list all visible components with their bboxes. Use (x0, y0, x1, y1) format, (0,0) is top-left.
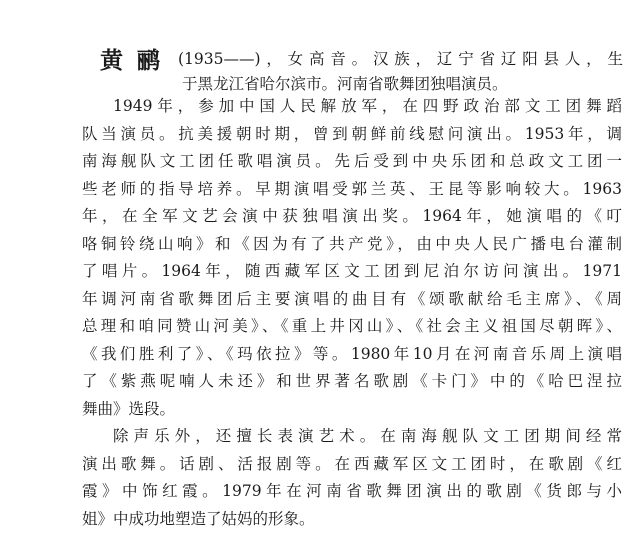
paragraph-line: 咯铜铃绕山响》和《因为有了共产党》，由中央人民广播电台灌制 (82, 234, 622, 253)
paragraph-line: 舞曲》选段。 (82, 399, 176, 418)
paragraph-line: 年调河南省歌舞团后主要演唱的曲目有《颂歌献给毛主席》、《周 (82, 289, 622, 308)
paragraph-line: 些老师的指导培养。早期演唱受郭兰英、王昆等影响较大。1963 (82, 179, 622, 198)
paragraph-line: 总理和咱同赞山河美》、《重上井冈山》、《社会主义祖国尽朝晖》、 (82, 317, 622, 335)
entry-intro-line-2: 于黑龙江省哈尔滨市。河南省歌舞团独唱演员。 (182, 75, 508, 93)
paragraph-line: 演出歌舞。话剧、活报剧等。在西藏军区文工团时，在歌剧《红 (82, 454, 622, 473)
entry-body (82, 93, 622, 533)
entry-header (100, 43, 623, 93)
paragraph-line: 南海舰队文工团任歌唱演员。先后受到中央乐团和总政文工团一 (82, 152, 622, 170)
paragraph-line: 队当演员。抗美援朝时期，曾到朝鲜前线慰问演出。1953年，调 (82, 124, 622, 143)
entry-intro-line-1: (1935——)，女高音。汉族，辽宁省辽阳县人，生 (178, 50, 623, 68)
paragraph-line: 年，在全军文艺会演中获独唱演出奖。1964年，她演唱的《叮 (82, 207, 622, 225)
paragraph-line: 除声乐外，还擅长表演艺术。在南海舰队文工团期间经常 (113, 427, 622, 445)
paragraph-line: 姐》中成功地塑造了姑妈的形象。 (82, 509, 315, 528)
paragraph-line: 了《紫燕呢喃人未还》和世界著名歌剧《卡门》中的《哈巴涅拉 (82, 372, 622, 390)
paragraph-line: 了唱片。1964年，随西藏军区文工团到尼泊尔访问演出。1971 (82, 262, 622, 280)
entry-name: 黄鹂 (100, 47, 174, 74)
paragraph-line: 1949年，参加中国人民解放军，在四野政治部文工团舞蹈 (113, 97, 622, 115)
paragraph-line: 《我们胜利了》、《玛依拉》等。1980年10月在河南音乐周上演唱 (82, 344, 622, 363)
paragraph-line: 霞》中饰红霞。1979年在河南省歌舞团演出的歌剧《货郎与小 (82, 482, 622, 500)
